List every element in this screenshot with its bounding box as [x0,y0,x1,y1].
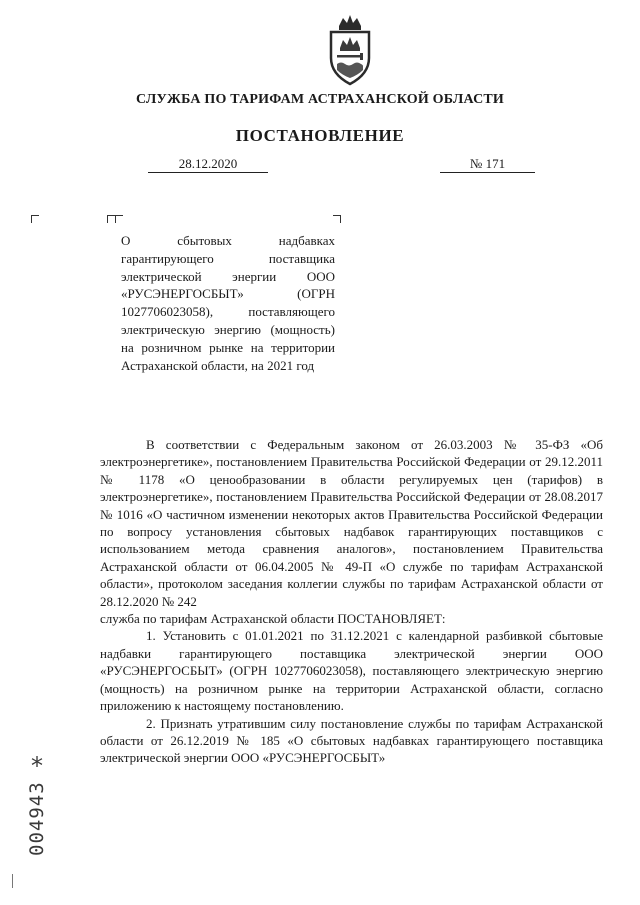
coat-of-arms-icon [325,12,375,88]
stamp-asterisk: * [31,752,43,780]
document-type-heading: ПОСТАНОВЛЕНИЕ [235,126,405,145]
corner-mark [107,215,115,223]
margin-mark [12,874,13,888]
resolution-item-2: 2. Признать утратившим силу постановление службы по тарифам Астраханской области от 26.12.2019 № 185 «О сбытовых надбавках гарантирующего поставщика электрической энергии ООО «РУСЭНЕРГОСБЫТ» [100,715,603,766]
resolution-item-1: 1. Установить с 01.01.2021 по 31.12.2021 с календарной разбивкой сбытовые надбавки гарантирующего поставщика электрической энергии ООО «РУСЭНЕРГОСБЫТ» (ОГРН 1027706023058), поставляющего электрическую энергию (мощность) на розничном рынке на территории Астраханской области, согласно приложению к настоящему постановлению. [100,628,603,714]
registration-number: 004943 [26,781,48,856]
corner-mark [333,215,341,223]
corner-mark [115,215,123,223]
document-body [100,436,603,767]
side-registration-stamp [24,760,52,860]
preamble-paragraph: В соответствии с Федеральным законом от 26.03.2003 № 35-ФЗ «Об электроэнергетике», постановлением Правительства Российской Федерации от 29.12.2011 № 1178 «О ценообразовании в области регулируемых цен (тарифов) в электроэнергетике», постановлением Правительства Российской Федерации от 28.08.2017 № 1016 «О частичном изменении некоторых актов Правительства Российской Федерации по вопросу установления сбытовых надбавок гарантирующих поставщиков с использованием метода сравнения аналогов», постановлением Правительства Астраханской области от 06.04.2005 № 49-П «О службе по тарифам Астраханской области», протоколом заседания коллегии службы по тарифам Астраханской области от 28.12.2020 № 242 [100,437,603,609]
organization-title: СЛУЖБА ПО ТАРИФАМ АСТРАХАНСКОЙ ОБЛАСТИ [135,92,505,107]
corner-mark [31,215,39,223]
document-subject: О сбытовых надбавках гарантирующего поставщика электрической энергии ООО «РУСЭНЕРГОСБЫТ» (ОГРН 1027706023058), поставляющего электрическую энергию (мощность) на розничном рынке на территории Астраханской области, на 2021 год [121,233,335,373]
document-number: № 171 [440,156,535,173]
resolve-line: служба по тарифам Астраханской области ПОСТАНОВЛЯЕТ: [100,611,446,627]
document-date: 28.12.2020 [148,156,268,173]
